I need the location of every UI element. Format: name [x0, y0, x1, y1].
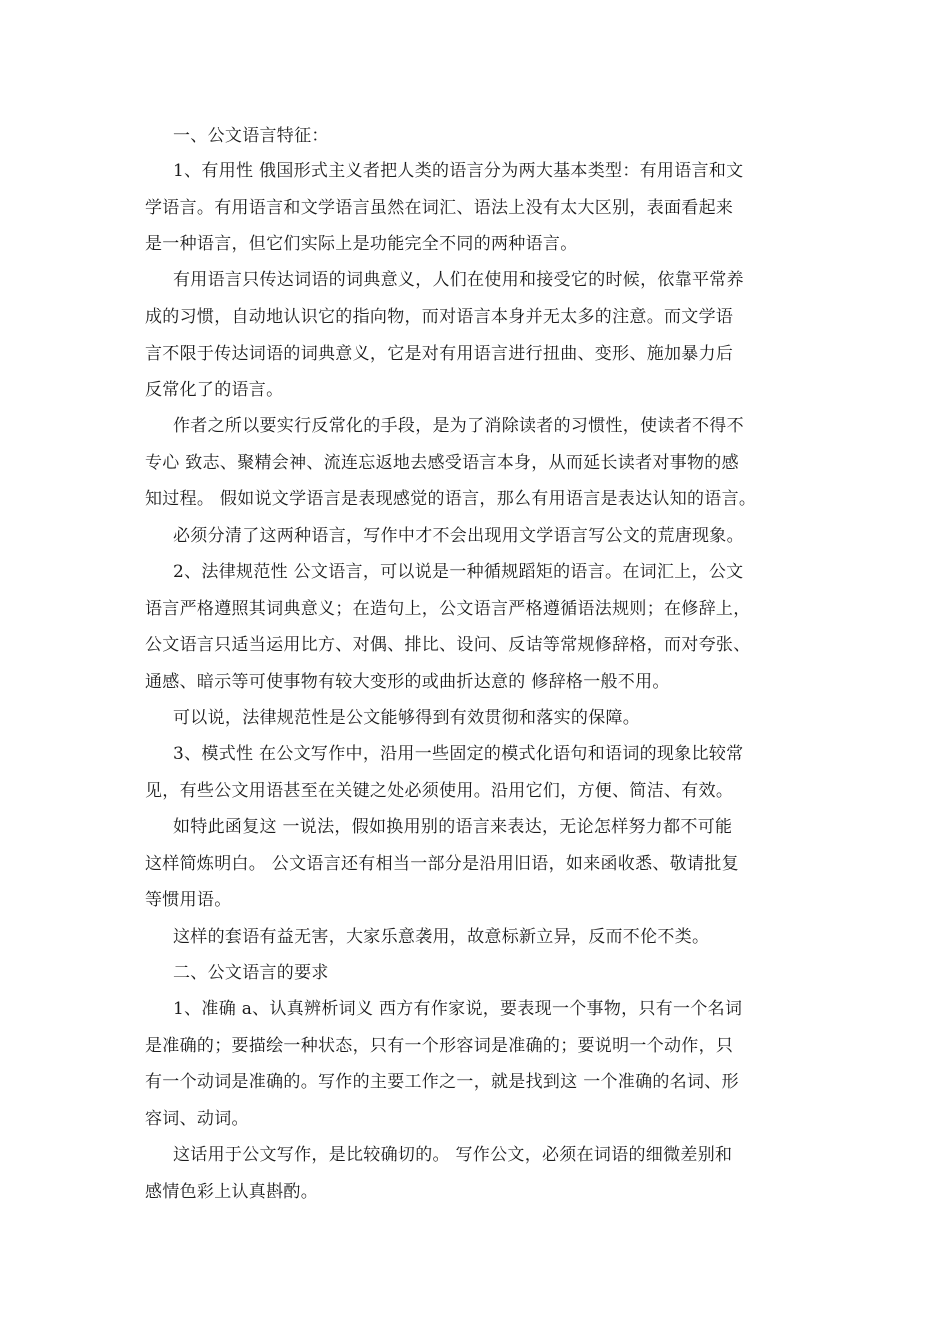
paragraph-line: 专心 致志、聚精会神、流连忘返地去感受语言本身，从而延长读者对事物的感 [145, 453, 739, 473]
paragraph-line: 这样简炼明白。 公文语言还有相当一部分是沿用旧语，如来函收悉、敬请批复 [145, 854, 739, 874]
paragraph-line: 如特此函复这 一说法，假如换用别的语言来表达，无论怎样努力都不可能 [173, 817, 733, 837]
paragraph-line: 这话用于公文写作，是比较确切的。 写作公文，必须在词语的细微差别和 [173, 1145, 733, 1165]
paragraph-line: 2、法律规范性 公文语言，可以说是一种循规蹈矩的语言。在词汇上，公文 [173, 562, 744, 582]
paragraph-line: 有用语言只传达词语的词典意义，人们在使用和接受它的时候，依靠平常养 [173, 270, 744, 290]
paragraph-line: 必须分清了这两种语言，写作中才不会出现用文学语言写公文的荒唐现象。 [173, 526, 744, 546]
paragraph-line: 1、有用性 俄国形式主义者把人类的语言分为两大基本类型：有用语言和文 [173, 161, 744, 181]
section-heading: 二、公文语言的要求 [173, 963, 329, 983]
paragraph-line: 感情色彩上认真斟酌。 [145, 1182, 318, 1202]
paragraph-line: 学语言。有用语言和文学语言虽然在词汇、语法上没有太大区别，表面看起来 [145, 198, 734, 218]
paragraph-line: 有一个动词是准确的。写作的主要工作之一，就是找到这 一个准确的名词、形 [145, 1072, 739, 1092]
section-heading: 一、公文语言特征： [173, 126, 329, 146]
paragraph-line: 这样的套语有益无害，大家乐意袭用，故意标新立异，反而不伦不类。 [173, 927, 710, 947]
paragraph-line: 公文语言只适当运用比方、对偶、排比、设问、反诘等常规修辞格，而对夸张、 [145, 635, 751, 655]
paragraph-line: 通感、暗示等可使事物有较大变形的或曲折达意的 修辞格一般不用。 [145, 672, 670, 692]
paragraph-line: 作者之所以要实行反常化的手段，是为了消除读者的习惯性，使读者不得不 [173, 416, 744, 436]
paragraph-line: 容词、动词。 [145, 1109, 249, 1129]
paragraph-line: 1、准确 a、认真辨析词义 西方有作家说，要表现一个事物，只有一个名词 [173, 999, 743, 1019]
paragraph-line: 等惯用语。 [145, 890, 232, 910]
paragraph-line: 成的习惯，自动地认识它的指向物，而对语言本身并无太多的注意。而文学语 [145, 307, 734, 327]
paragraph-line: 知过程。 假如说文学语言是表现感觉的语言，那么有用语言是表达认知的语言。 [145, 489, 757, 509]
paragraph-line: 3、模式性 在公文写作中，沿用一些固定的模式化语句和语词的现象比较常 [173, 744, 744, 764]
paragraph-line: 是准确的；要描绘一种状态，只有一个形容词是准确的；要说明一个动作，只 [145, 1036, 734, 1056]
paragraph-line: 言不限于传达词语的词典意义，它是对有用语言进行扭曲、变形、施加暴力后 [145, 344, 734, 364]
paragraph-line: 反常化了的语言。 [145, 380, 284, 400]
paragraph-line: 是一种语言，但它们实际上是功能完全不同的两种语言。 [145, 234, 578, 254]
paragraph-line: 见，有些公文用语甚至在关键之处必须使用。沿用它们，方便、简洁、有效。 [145, 781, 734, 801]
paragraph-line: 语言严格遵照其词典意义；在造句上，公文语言严格遵循语法规则；在修辞上， [145, 599, 751, 619]
paragraph-line: 可以说，法律规范性是公文能够得到有效贯彻和落实的保障。 [173, 708, 641, 728]
